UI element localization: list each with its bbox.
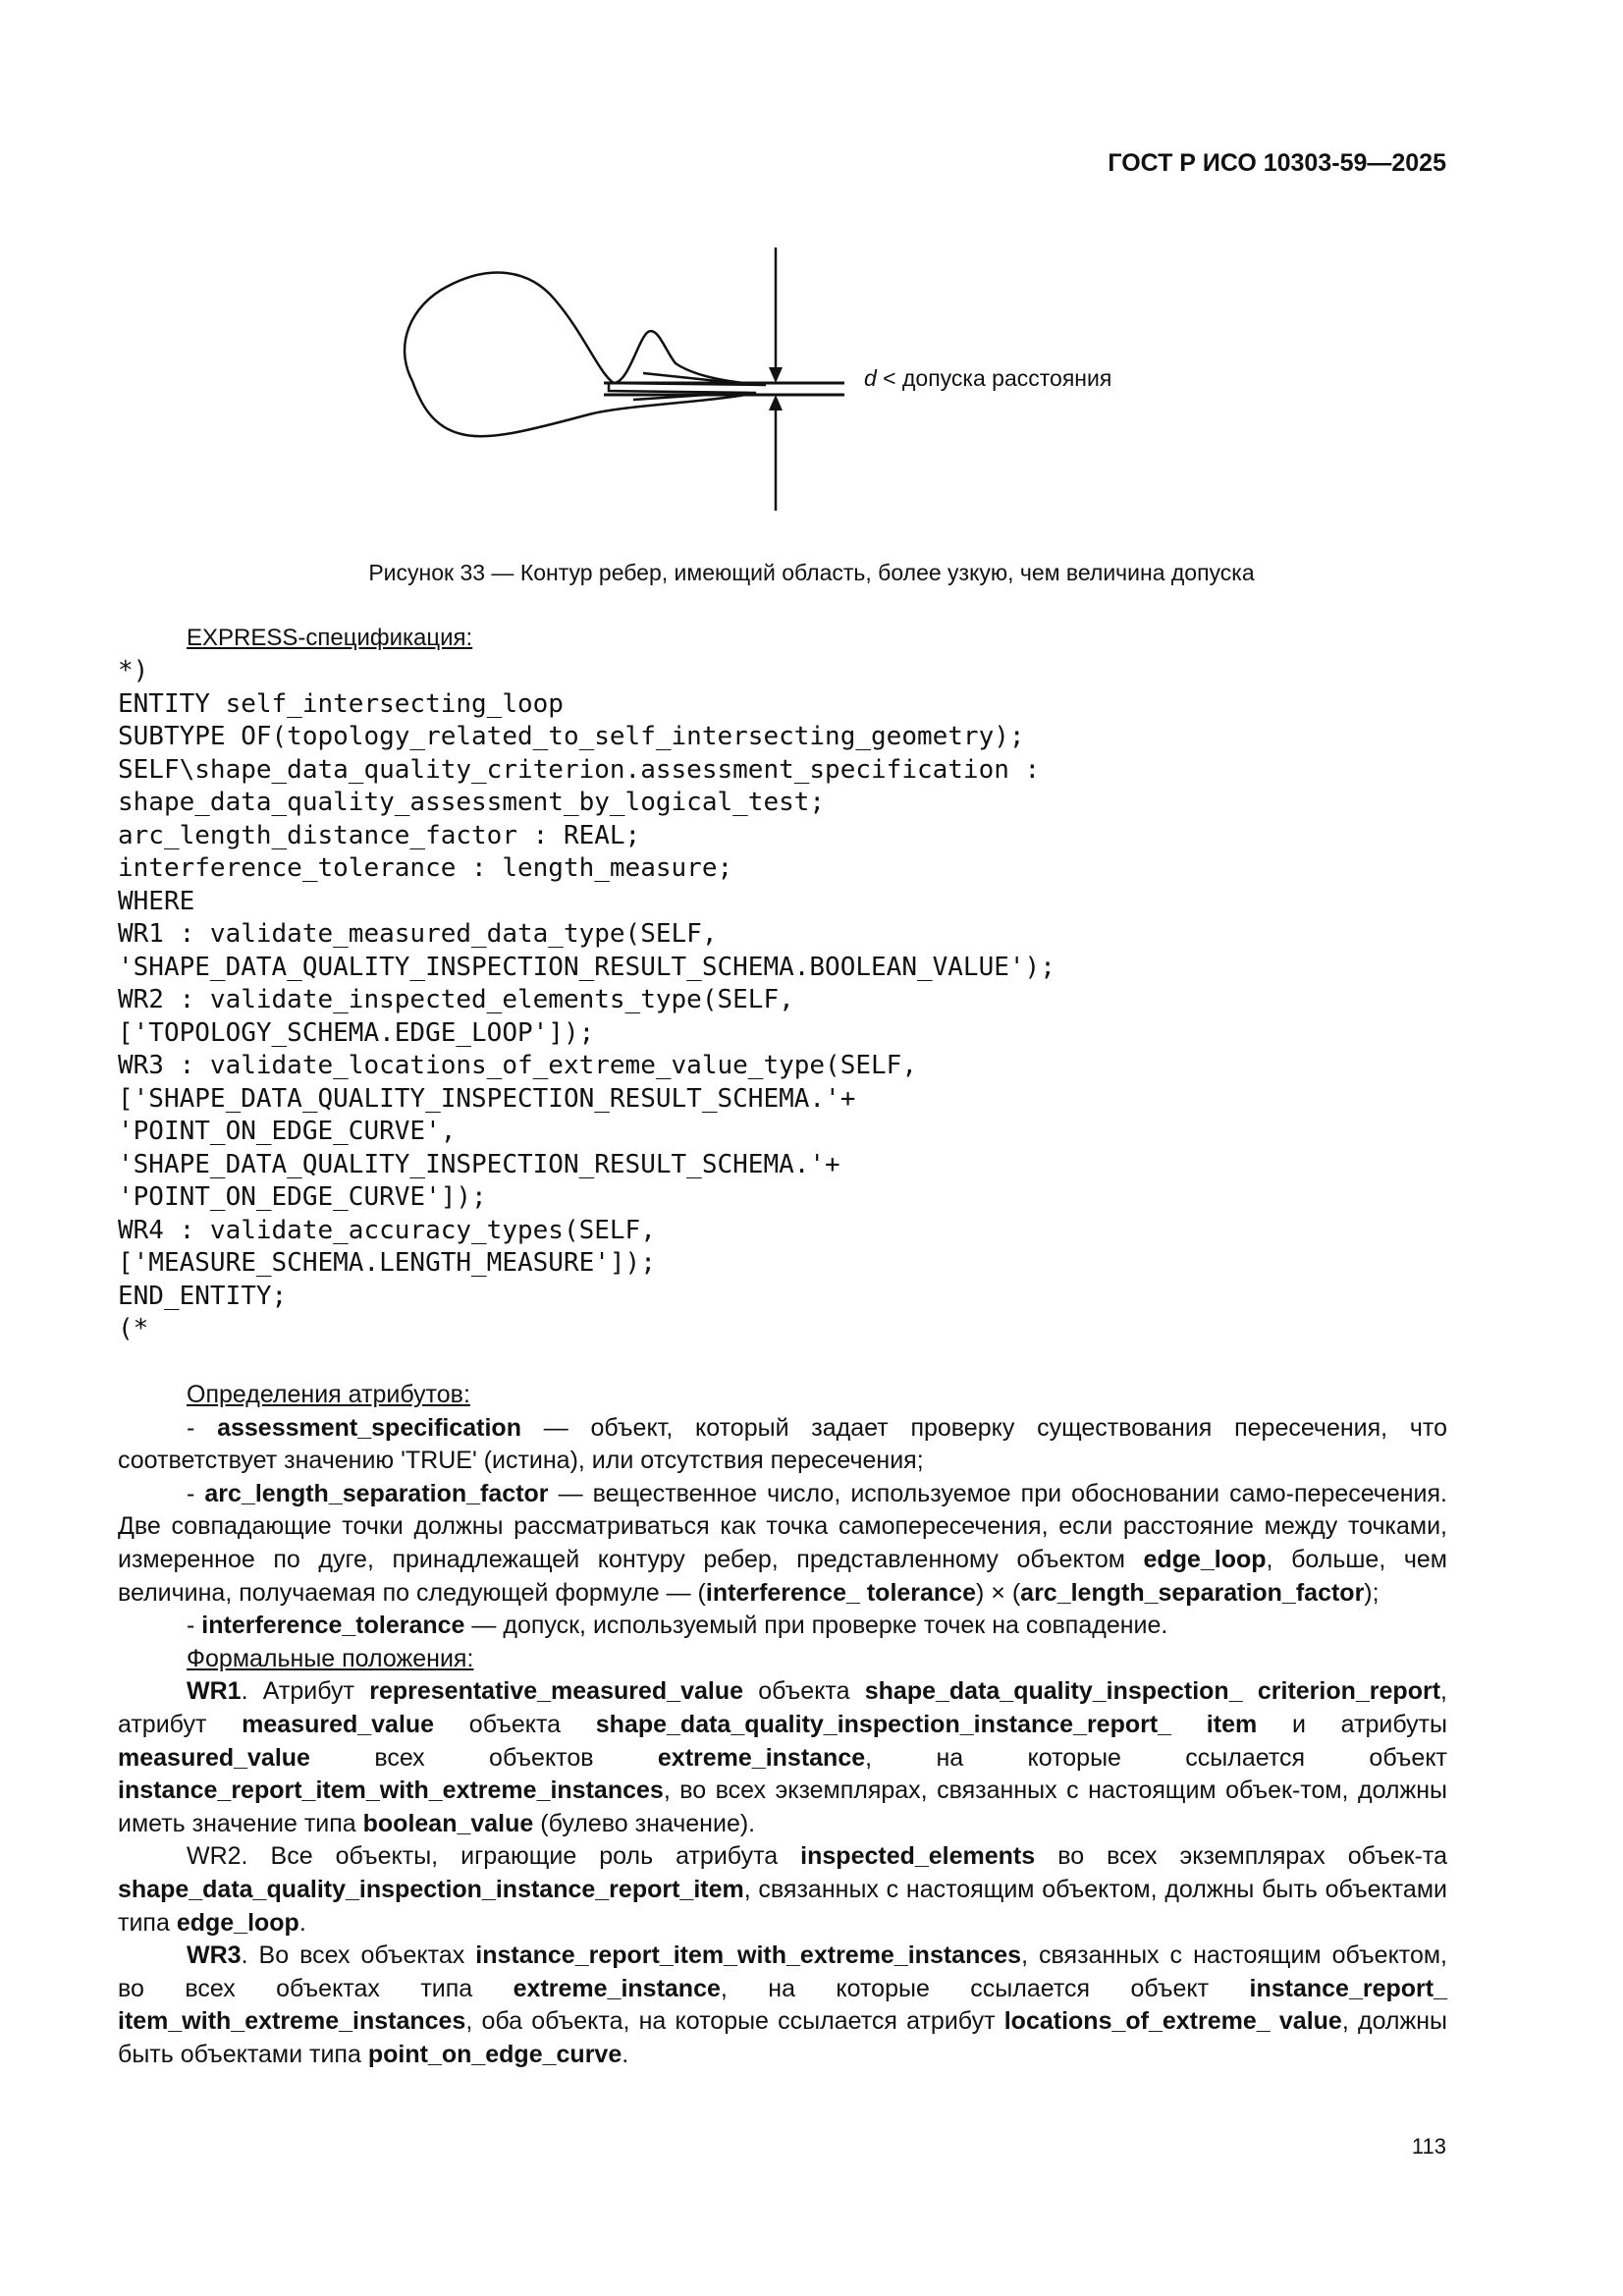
code-line: SUBTYPE OF(topology_related_to_self_intersecting_geometry); [118, 722, 1025, 751]
attributes-title: Определения атрибутов: [187, 1381, 470, 1408]
code-line: WR4 : validate_accuracy_types(SELF, [118, 1215, 656, 1245]
code-line: arc_length_distance_factor : REAL; [118, 820, 641, 850]
code-line: 'POINT_ON_EDGE_CURVE']); [118, 1182, 487, 1212]
loop-outline [405, 273, 766, 437]
code-line: WHERE [118, 886, 195, 916]
code-line: *) [118, 656, 149, 685]
code-line: END_ENTITY; [118, 1281, 288, 1311]
standard-header: ГОСТ Р ИСО 10303-59—2025 [1108, 149, 1446, 177]
code-line: 'SHAPE_DATA_QUALITY_INSPECTION_RESULT_SCHEMA.'+ [118, 1149, 840, 1179]
code-line: ['TOPOLOGY_SCHEMA.EDGE_LOOP']); [118, 1017, 595, 1048]
code-line: ['MEASURE_SCHEMA.LENGTH_MEASURE']); [118, 1248, 656, 1278]
express-title: EXPRESS-спецификация: [187, 625, 473, 651]
code-line: WR2 : validate_inspected_elements_type(SELF, [118, 985, 794, 1014]
code-line: 'SHAPE_DATA_QUALITY_INSPECTION_RESULT_SCHEMA.BOOLEAN_VALUE'); [118, 952, 1055, 982]
express-code [118, 655, 1055, 1346]
code-line: WR1 : validate_measured_data_type(SELF, [118, 919, 718, 949]
rules-title: Формальные положения: [187, 1644, 474, 1672]
attribute-interference-tolerance: - interference_tolerance — допуск, используемый при проверке точек на совпадение. [187, 1612, 1168, 1640]
code-line: 'POINT_ON_EDGE_CURVE', [118, 1117, 457, 1146]
code-line: WR3 : validate_locations_of_extreme_value_type(SELF, [118, 1051, 917, 1080]
code-line: ENTITY self_intersecting_loop [118, 688, 564, 719]
rule-wr2: WR2. Все объекты, играющие роль атрибута inspected_elements во всех экземплярах объек-та shape_data_quality_inspection_instance_report_item, связанных с настоящим объектом, должны быть объектами типа edge_loop. [118, 1842, 1447, 1937]
code-line: shape_data_quality_assessment_by_logical_test; [118, 788, 826, 817]
code-line: (* [118, 1314, 149, 1343]
figure-caption: Рисунок 33 — Контур ребер, имеющий область, более узкую, чем величина допуска [368, 560, 1255, 585]
figure-33 [353, 236, 1198, 530]
code-line: interference_tolerance : length_measure; [118, 853, 733, 883]
code-line: SELF\shape_data_quality_criterion.assessment_specification : [118, 754, 1041, 785]
distance-label: d < допуска расстояния [864, 365, 1112, 391]
arrow-top-head [769, 367, 783, 383]
page-number: 113 [1411, 2134, 1446, 2159]
rule-wr1: WR1. Атрибут representative_measured_value объекта shape_data_quality_inspection_ criterion_report, атрибут measured_value объекта shape_data_quality_inspection_instance_report_ item и атрибуты measured_value всех объектов extreme_instance, на которые ссылается объект instance_report_item_with_extreme_instances, во всех экземплярах, связанных с настоящим объек-том, должны иметь значение типа boolean_value (булево значение). [118, 1677, 1448, 1837]
code-line: ['SHAPE_DATA_QUALITY_INSPECTION_RESULT_SCHEMA.'+ [118, 1083, 856, 1114]
attribute-arc-length-separation-factor: - arc_length_separation_factor — вещественное число, используемое при обосновании само-пересечения. Две совпадающие точки должны рассматриваться как точка самопересечения, если расстояние между точками, измеренное по дуге, принадлежащей контуру ребер, представленному объектом edge_loop, больше, чем величина, получаемая по следующей формуле — (interference_ tolerance) × (arc_length_separation_factor); [118, 1479, 1447, 1607]
attribute-assessment-specification: - assessment_specification — объект, который задает проверку существования пересечения, что соответствует значению 'TRUE' (истина), или отсутствия пересечения; [118, 1413, 1447, 1475]
definitions-section [118, 1379, 1447, 2071]
rule-wr3: WR3. Во всех объектах instance_report_item_with_extreme_instances, связанных с настоящим объектом, во всех объектах типа extreme_instance, на которые ссылается объект instance_report_ item_with_extreme_instances, оба объекта, на которые ссылается атрибут locations_of_extreme_ value, должны быть объектами типа point_on_edge_curve. [118, 1941, 1448, 2068]
arrow-bottom-head [769, 395, 783, 410]
